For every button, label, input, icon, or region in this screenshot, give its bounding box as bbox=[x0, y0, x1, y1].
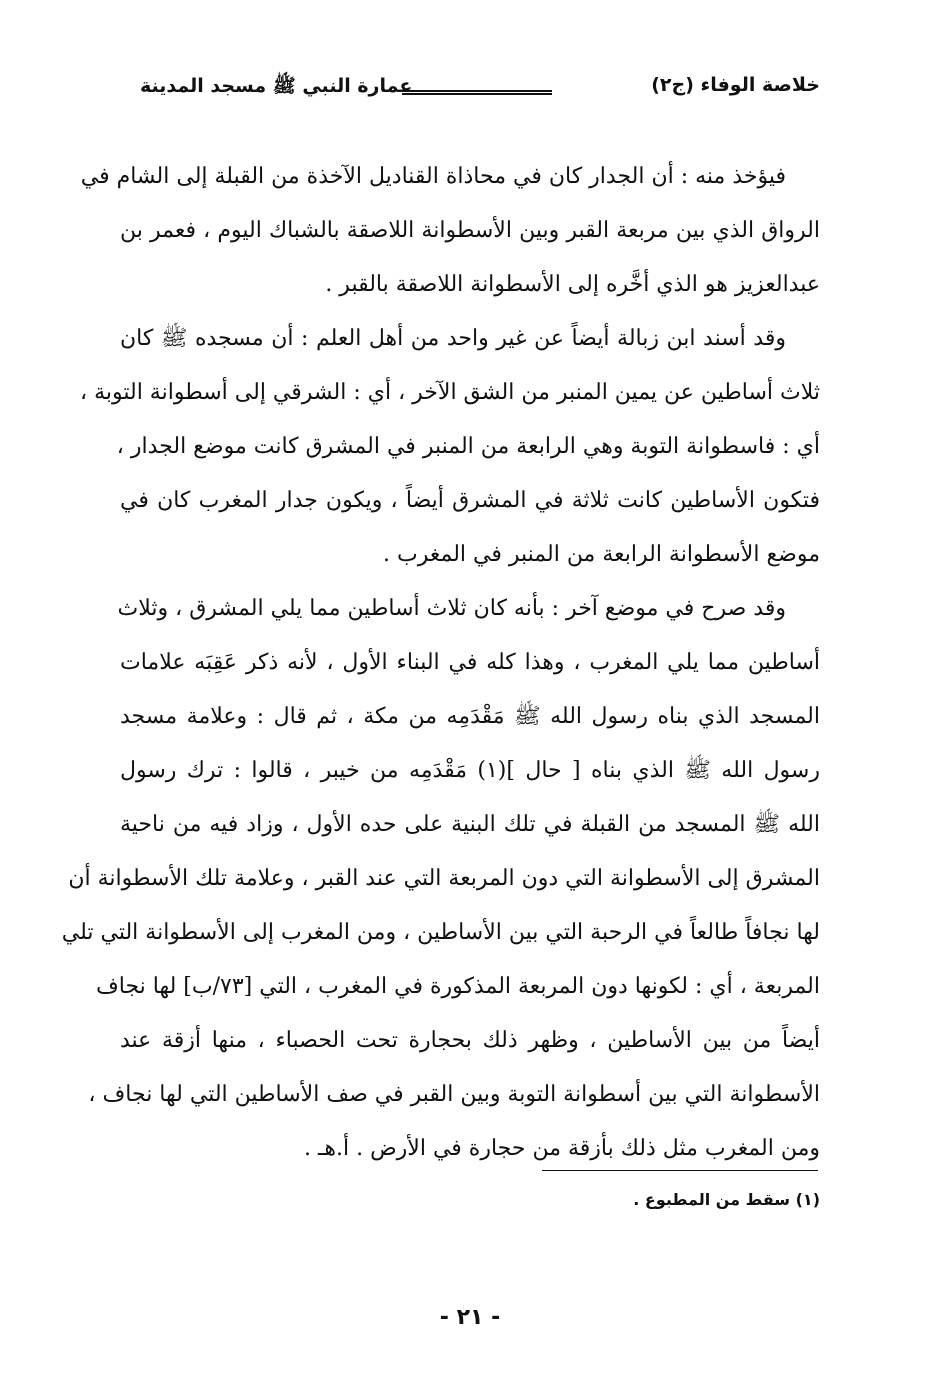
text-line: الله ﷺ المسجد من القبلة في تلك البنية على حده الأول ، وزاد فيه من ناحية bbox=[120, 812, 820, 837]
text-line: وقد أسند ابن زبالة أيضاً عن غير واحد من أهل العلم : أن مسجده ﷺ كان bbox=[120, 326, 786, 351]
text-line: لها نجافاً طالعاً في الرحبة التي بين الأساطين ، ومن المغرب إلى الأسطوانة التي تلي bbox=[61, 920, 820, 945]
text-line: ومن المغرب مثل ذلك بأزقة من حجارة في الأرض . أ.هـ . bbox=[303, 1136, 820, 1161]
text-line: فتكون الأساطين كانت ثلاثة في المشرق أيضاً ، ويكون جدار المغرب كان في bbox=[120, 488, 820, 513]
text-line: أيضاً من بين الأساطين ، وظهر ذلك بحجارة تحت الحصباء ، منها أزقة عند bbox=[120, 1028, 820, 1053]
text-line: وقد صرح في موضع آخر : بأنه كان ثلاث أساطين مما يلي المشرق ، وثلاث bbox=[117, 596, 786, 621]
text-line: فيؤخذ منه : أن الجدار كان في محاذاة القناديل الآخذة من القبلة إلى الشام في bbox=[80, 164, 786, 189]
main-text bbox=[61, 150, 820, 1176]
text-line: الأسطوانة التي بين أسطوانة التوبة وبين القبر في صف الأساطين التي لها نجاف ، bbox=[88, 1082, 820, 1107]
text-line: أي : فاسطوانة التوبة وهي الرابعة من المنبر في المشرق كانت موضع الجدار ، bbox=[116, 434, 820, 459]
text-line: موضع الأسطوانة الرابعة من المنبر في المغرب . bbox=[383, 542, 820, 567]
footnote-divider bbox=[542, 1170, 818, 1171]
header-divider bbox=[402, 90, 552, 95]
text-line: المسجد الذي بناه رسول الله ﷺ مَقْدَمِه من مكة ، ثم قال : وعلامة مسجد bbox=[120, 704, 820, 729]
text-line: المربعة ، أي : لكونها دون المربعة المذكورة في المغرب ، التي [٧٣/ب] لها نجاف bbox=[95, 974, 820, 999]
running-header bbox=[140, 70, 820, 106]
text-line: الرواق الذي بين مربعة القبر وبين الأسطوانة اللاصقة بالشباك اليوم ، فعمر بن bbox=[120, 218, 820, 243]
header-title: خلاصة الوفاء (ج٢) bbox=[651, 74, 820, 96]
text-line: أساطين مما يلي المغرب ، وهذا كله في البناء الأول ، لأنه ذكر عَقِبَه علامات bbox=[120, 650, 820, 675]
page-number: - ٢١ - bbox=[439, 1305, 501, 1330]
text-line: رسول الله ﷺ الذي بناه [ حال ](١) مَقْدَمِه من خيبر ، قالوا : ترك رسول bbox=[120, 758, 820, 783]
text-line: ثلاث أساطين عن يمين المنبر من الشق الآخر ، أي : الشرقي إلى أسطوانة التوبة ، bbox=[79, 380, 820, 405]
footnote: (١) سقط من المطبوع . bbox=[633, 1190, 820, 1209]
header-subtitle: عمارة النبي ﷺ مسجد المدينة bbox=[140, 75, 413, 97]
text-line: المشرق إلى الأسطوانة التي دون المربعة التي عند القبر ، وعلامة تلك الأسطوانة أن bbox=[68, 866, 820, 891]
text-line: عبدالعزيز هو الذي أخَّره إلى الأسطوانة اللاصقة بالقبر . bbox=[325, 272, 820, 297]
